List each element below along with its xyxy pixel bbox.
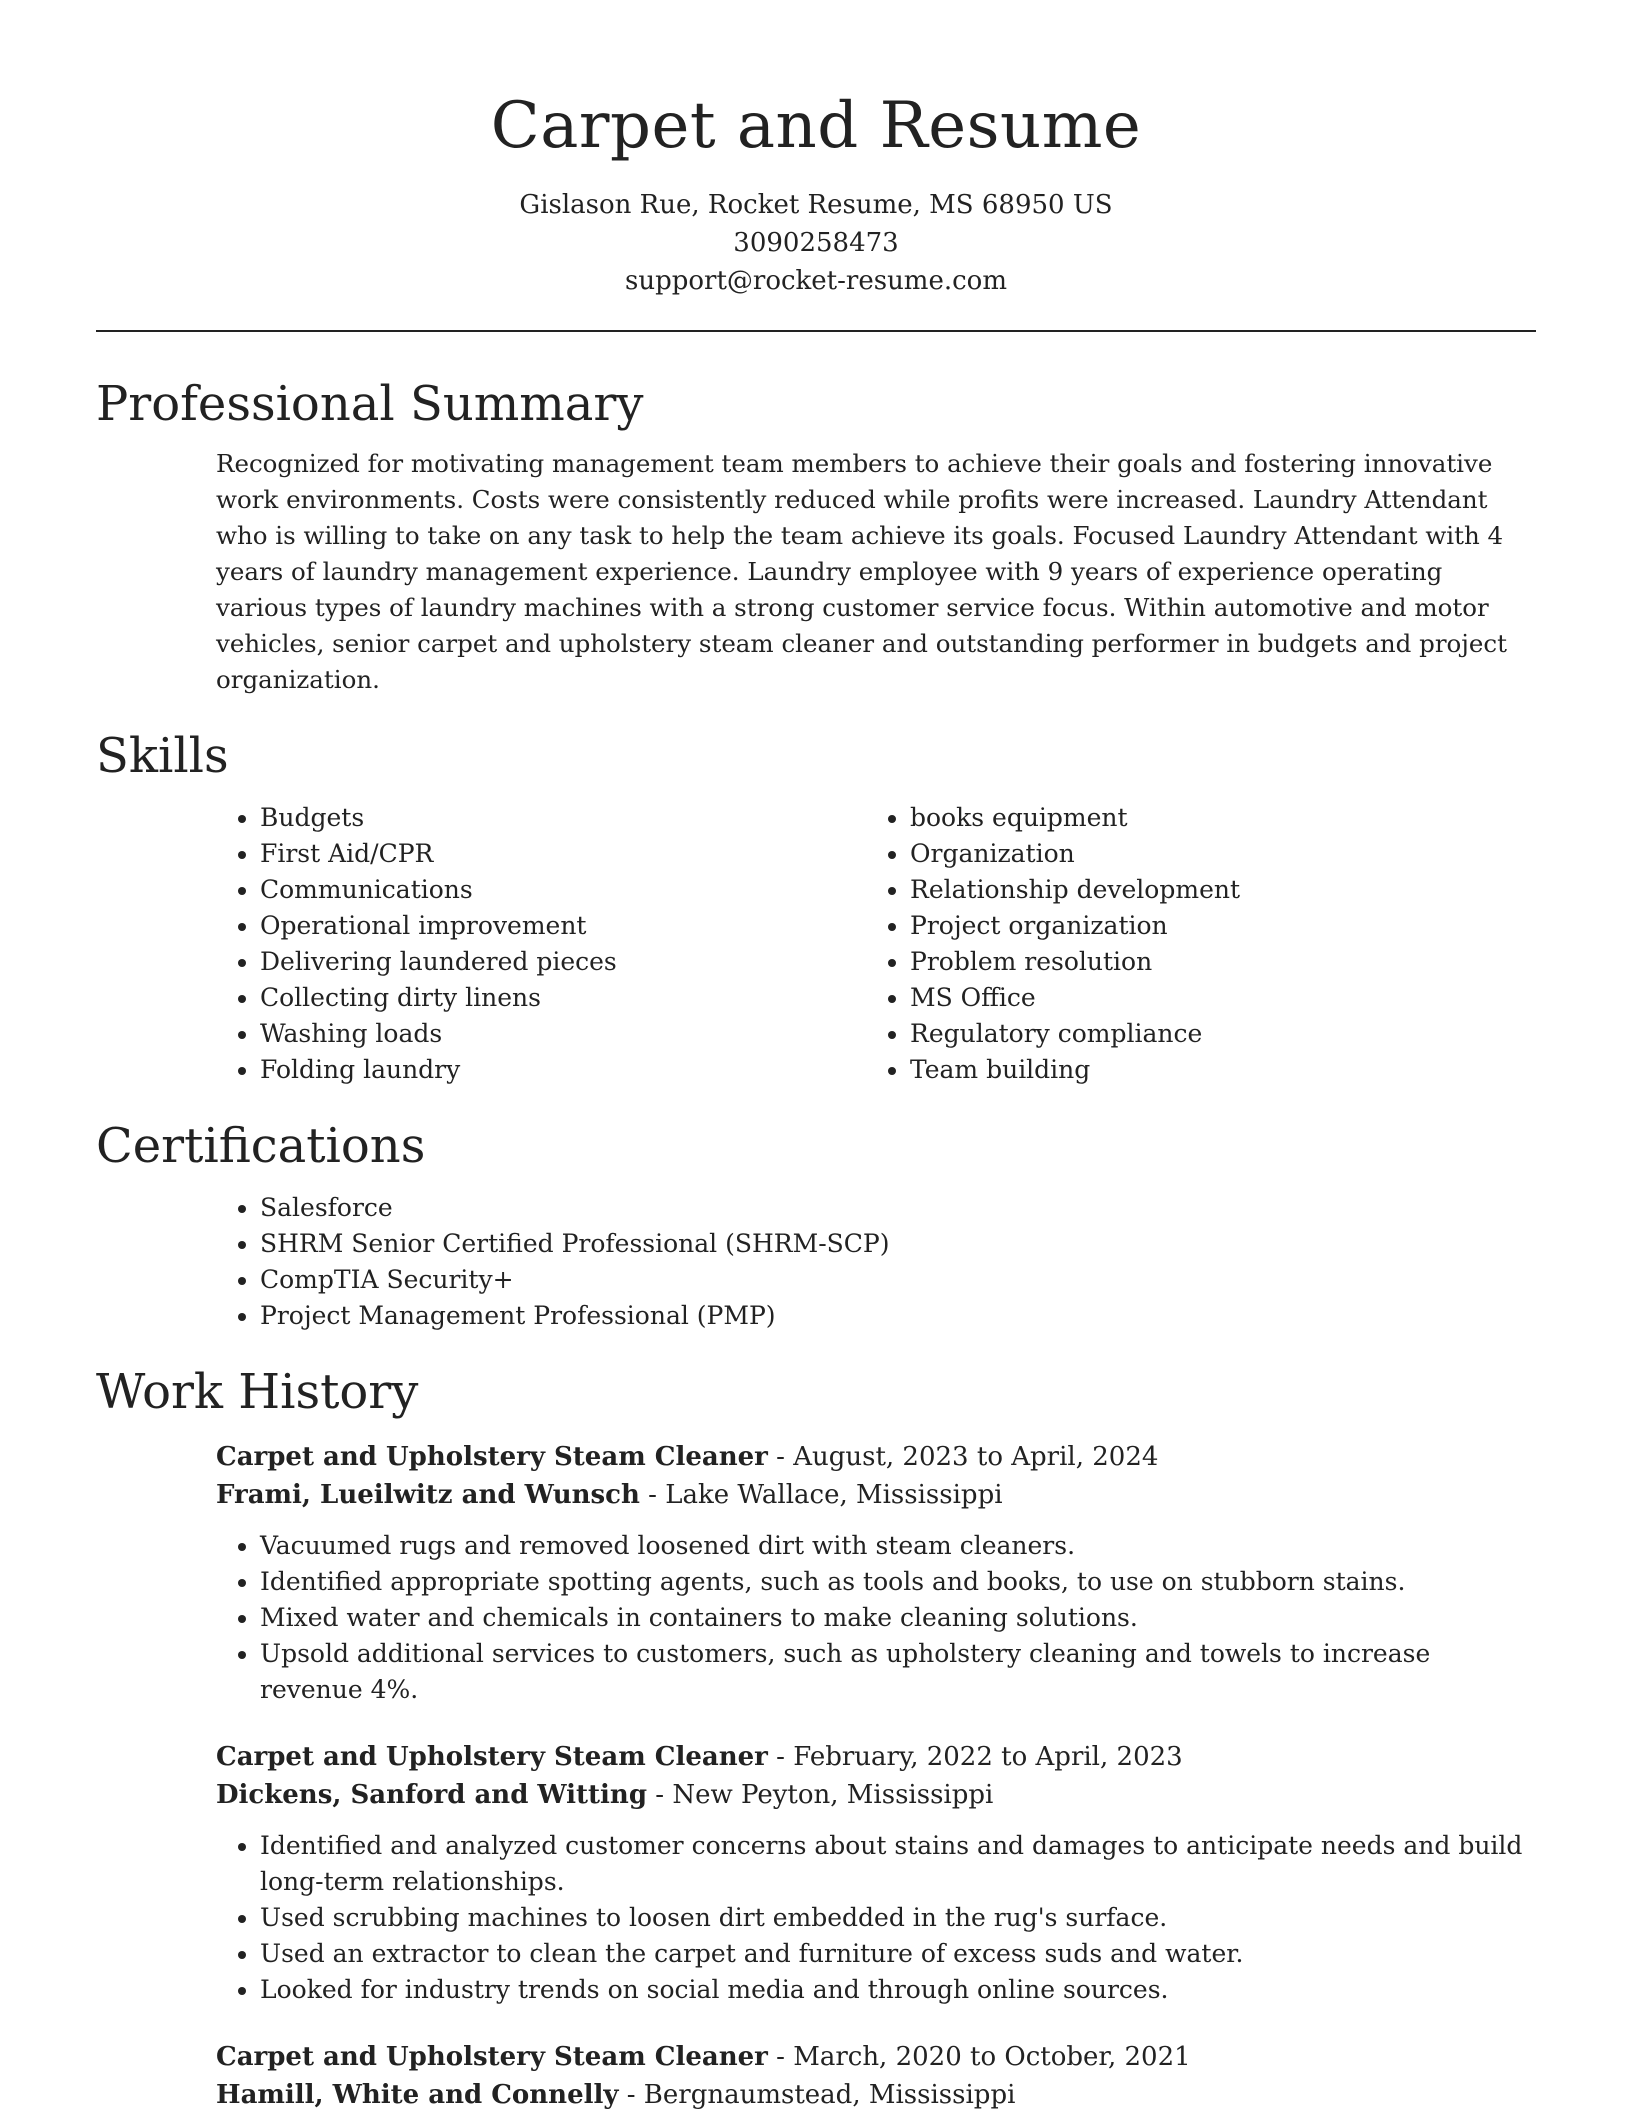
job-duties <box>216 1528 1536 1708</box>
job-entry <box>216 2038 1536 2112</box>
work-history-section <box>96 1360 1536 2112</box>
skills-grid <box>216 800 1536 1088</box>
job-location: Lake Wallace, Mississippi <box>665 1480 1003 1510</box>
skill-item: • Problem resolution <box>910 944 1516 980</box>
job-duty: • Used scrubbing machines to loosen dirt embedded in the rug's surface. <box>260 1900 1536 1936</box>
job-title-line: Carpet and Upholstery Steam Cleaner - February, 2022 to April, 2023 <box>216 1742 1183 1772</box>
job-duties-wrap <box>216 1828 1536 2008</box>
skill-item: • Communications <box>260 872 866 908</box>
certification-item: • Salesforce <box>260 1190 1536 1226</box>
resume-header <box>96 0 1536 300</box>
skill-item: • Team building <box>910 1052 1516 1088</box>
job-duties <box>216 1828 1536 2008</box>
summary-heading: Professional Summary <box>96 376 644 432</box>
skill-item: • Washing loads <box>260 1016 866 1052</box>
job-company: Hamill, White and Connelly <box>216 2080 619 2110</box>
skill-item: • Relationship development <box>910 872 1516 908</box>
skill-item: • Delivering laundered pieces <box>260 944 866 980</box>
job-dates: March, 2020 to October, 2021 <box>793 2042 1191 2072</box>
job-duty: • Mixed water and chemicals in containers to make cleaning solutions. <box>260 1600 1536 1636</box>
job-company: Frami, Lueilwitz and Wunsch <box>216 1480 640 1510</box>
certifications-heading: Certifications <box>96 1118 426 1174</box>
job-entry <box>216 1738 1536 2008</box>
header-divider <box>96 330 1536 332</box>
job-location: New Peyton, Mississippi <box>672 1780 994 1810</box>
job-duty: • Identified appropriate spotting agents, such as tools and books, to use on stubborn stains. <box>260 1564 1536 1600</box>
job-title-line: Carpet and Upholstery Steam Cleaner - August, 2023 to April, 2024 <box>216 1442 1159 1472</box>
job-dates: August, 2023 to April, 2024 <box>793 1442 1159 1472</box>
skill-item: • Budgets <box>260 800 866 836</box>
contact-info <box>96 186 1536 300</box>
job-title: Carpet and Upholstery Steam Cleaner <box>216 1442 768 1472</box>
skills-column-right <box>866 800 1516 1088</box>
skill-item: • MS Office <box>910 980 1516 1016</box>
skill-item: • Folding laundry <box>260 1052 866 1088</box>
job-title: Carpet and Upholstery Steam Cleaner <box>216 1742 768 1772</box>
job-duties-wrap <box>216 1528 1536 1708</box>
skills-list-right <box>866 800 1516 1088</box>
email: support@rocket-resume.com <box>624 266 1007 296</box>
skills-section <box>96 724 1536 1088</box>
job-title-line: Carpet and Upholstery Steam Cleaner - March, 2020 to October, 2021 <box>216 2042 1191 2072</box>
skill-item: • Organization <box>910 836 1516 872</box>
work-history-heading: Work History <box>96 1364 419 1420</box>
job-company-line: Frami, Lueilwitz and Wunsch - Lake Wallace, Mississippi <box>216 1480 1003 1510</box>
job-entry <box>216 1438 1536 1708</box>
address: Gislason Rue, Rocket Resume, MS 68950 US <box>519 190 1113 220</box>
skill-item: • Project organization <box>910 908 1516 944</box>
summary-section <box>96 372 1536 698</box>
job-duty: • Identified and analyzed customer concerns about stains and damages to anticipate needs and build long-term relationships. <box>260 1828 1536 1900</box>
candidate-name: Carpet and Resume <box>490 89 1142 163</box>
certification-item: • SHRM Senior Certified Professional (SHRM-SCP) <box>260 1226 1536 1262</box>
skill-item: • Regulatory compliance <box>910 1016 1516 1052</box>
certifications-list-wrap <box>216 1190 1536 1334</box>
skills-column-left <box>216 800 866 1088</box>
skills-heading: Skills <box>96 728 229 784</box>
certification-item: • Project Management Professional (PMP) <box>260 1298 1536 1334</box>
skill-item: • Operational improvement <box>260 908 866 944</box>
skill-item: • Collecting dirty linens <box>260 980 866 1016</box>
job-duty: • Vacuumed rugs and removed loosened dirt with steam cleaners. <box>260 1528 1536 1564</box>
summary-text: Recognized for motivating management team members to achieve their goals and fostering innovative work environments. Costs were consistently reduced while profits were increased. Laundry Attendant who is willing to take on any task to help the team achieve its goals. Focused Laundry Attendant with 4 years of laundry management experience. Laundry employee with 9 years of experience operating various types of laundry machines with a strong customer service focus. Within automotive and motor vehicles, senior carpet and upholstery steam cleaner and outstanding performer in budgets and project organization. <box>216 449 1507 694</box>
job-company-line: Dickens, Sanford and Witting - New Peyton, Mississippi <box>216 1780 994 1810</box>
job-duty: • Upsold additional services to customers, such as upholstery cleaning and towels to increase revenue 4%. <box>260 1636 1536 1708</box>
job-company-line: Hamill, White and Connelly - Bergnaumstead, Mississippi <box>216 2080 1016 2110</box>
certification-item: • CompTIA Security+ <box>260 1262 1536 1298</box>
certifications-section <box>96 1114 1536 1334</box>
skill-item: • books equipment <box>910 800 1516 836</box>
job-location: Bergnaumstead, Mississippi <box>643 2080 1016 2110</box>
job-duty: • Used an extractor to clean the carpet and furniture of excess suds and water. <box>260 1936 1536 1972</box>
phone: 3090258473 <box>733 228 899 258</box>
job-company: Dickens, Sanford and Witting <box>216 1780 648 1810</box>
skill-item: • First Aid/CPR <box>260 836 866 872</box>
certifications-list <box>216 1190 1536 1334</box>
skills-list-left <box>216 800 866 1088</box>
job-title: Carpet and Upholstery Steam Cleaner <box>216 2042 768 2072</box>
job-dates: February, 2022 to April, 2023 <box>793 1742 1183 1772</box>
job-duty: • Looked for industry trends on social media and through online sources. <box>260 1972 1536 2008</box>
